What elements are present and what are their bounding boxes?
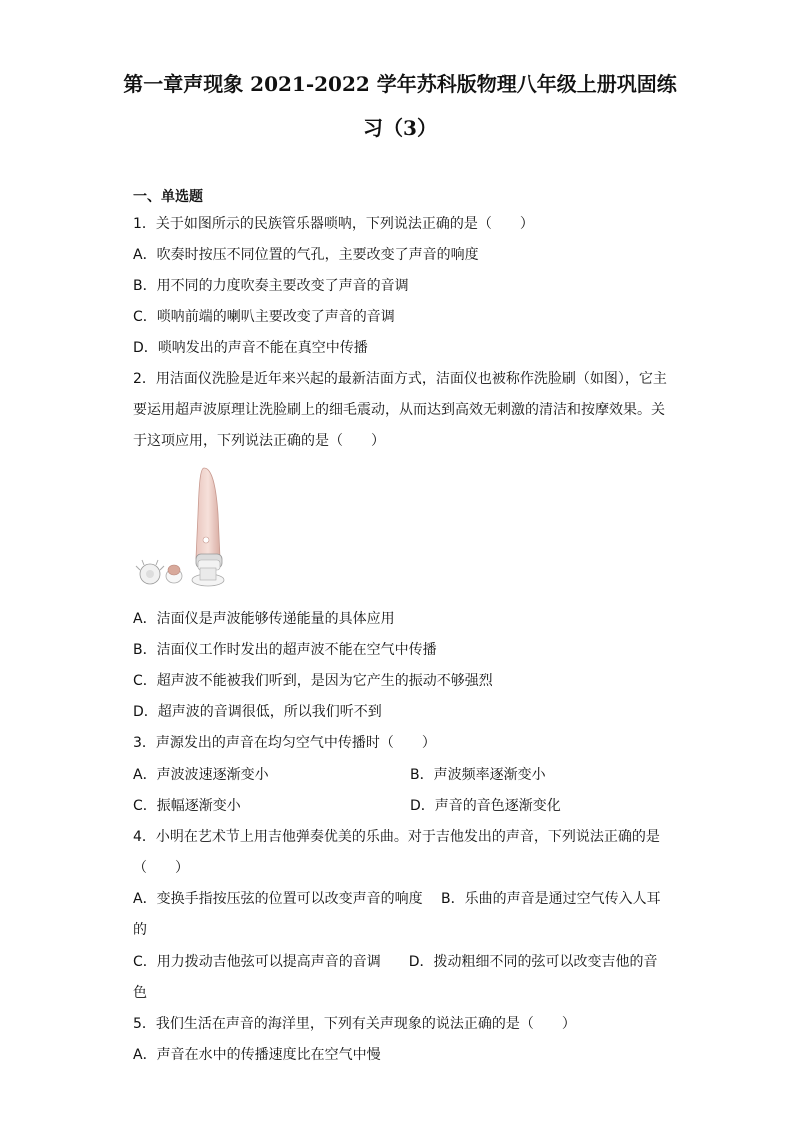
q1-option-c: C．唢呐前端的喇叭主要改变了声音的音调: [133, 309, 395, 325]
q4-options-cd-line-1: C．用力拨动吉他弦可以提高声音的音调 D．拨动粗细不同的弦可以改变吉他的音: [133, 954, 658, 970]
q1-option-b: B．用不同的力度吹奏主要改变了声音的音调: [133, 278, 409, 294]
q2-stem-line-2: 要运用超声波原理让洗脸刷上的细毛震动，从而达到高效无刺激的清洁和按摩效果。关: [133, 402, 665, 418]
facial-cleanser-image: [134, 466, 234, 590]
q1-option-d: D．唢呐发出的声音不能在真空中传播: [133, 340, 368, 356]
q5-option-a: A．声音在水中的传播速度比在空气中慢: [133, 1047, 381, 1063]
q1-option-a: A．吹奏时按压不同位置的气孔，主要改变了声音的响度: [133, 247, 479, 263]
q3-option-d: D．声音的音色逐渐变化: [410, 798, 561, 814]
q2-stem-line-3: 于这项应用，下列说法正确的是（ ）: [133, 433, 385, 449]
page-title-line-1: 第一章声现象 2021-2022 学年苏科版物理八年级上册巩固练: [123, 72, 677, 96]
page-title-line-2: 习（3）: [363, 116, 437, 140]
q2-option-b: B．洁面仪工作时发出的超声波不能在空气中传播: [133, 642, 437, 658]
q2-option-c: C．超声波不能被我们听到，是因为它产生的振动不够强烈: [133, 673, 493, 689]
q2-option-d: D．超声波的音调很低，所以我们听不到: [133, 704, 382, 720]
q4-stem-line-2: （ ）: [133, 860, 189, 876]
q4-options-ab-line-1: A．变换手指按压弦的位置可以改变声音的响度 B．乐曲的声音是通过空气传入人耳: [133, 891, 661, 907]
q3-option-b: B．声波频率逐渐变小: [410, 767, 546, 783]
q4-options-ab-line-2: 的: [133, 922, 147, 938]
section-heading: 一、单选题: [133, 189, 203, 205]
q4-options-cd-line-2: 色: [133, 985, 147, 1001]
q3-option-a: A．声波波速逐渐变小: [133, 767, 269, 783]
q2-stem-line-1: 2．用洁面仪洗脸是近年来兴起的最新洁面方式，洁面仪也被称作洗脸刷（如图），它主: [133, 371, 667, 387]
facial-cleanser-illustration: [134, 466, 234, 590]
q4-stem-line-1: 4．小明在艺术节上用吉他弹奏优美的乐曲。对于吉他发出的声音，下列说法正确的是: [133, 829, 660, 845]
q5-stem: 5．我们生活在声音的海洋里，下列有关声现象的说法正确的是（ ）: [133, 1016, 576, 1032]
q1-stem: 1．关于如图所示的民族管乐器唢呐，下列说法正确的是（ ）: [133, 216, 534, 232]
q3-stem: 3．声源发出的声音在均匀空气中传播时（ ）: [133, 735, 436, 751]
q3-option-c: C．振幅逐渐变小: [133, 798, 241, 814]
q2-option-a: A．洁面仪是声波能够传递能量的具体应用: [133, 611, 395, 627]
